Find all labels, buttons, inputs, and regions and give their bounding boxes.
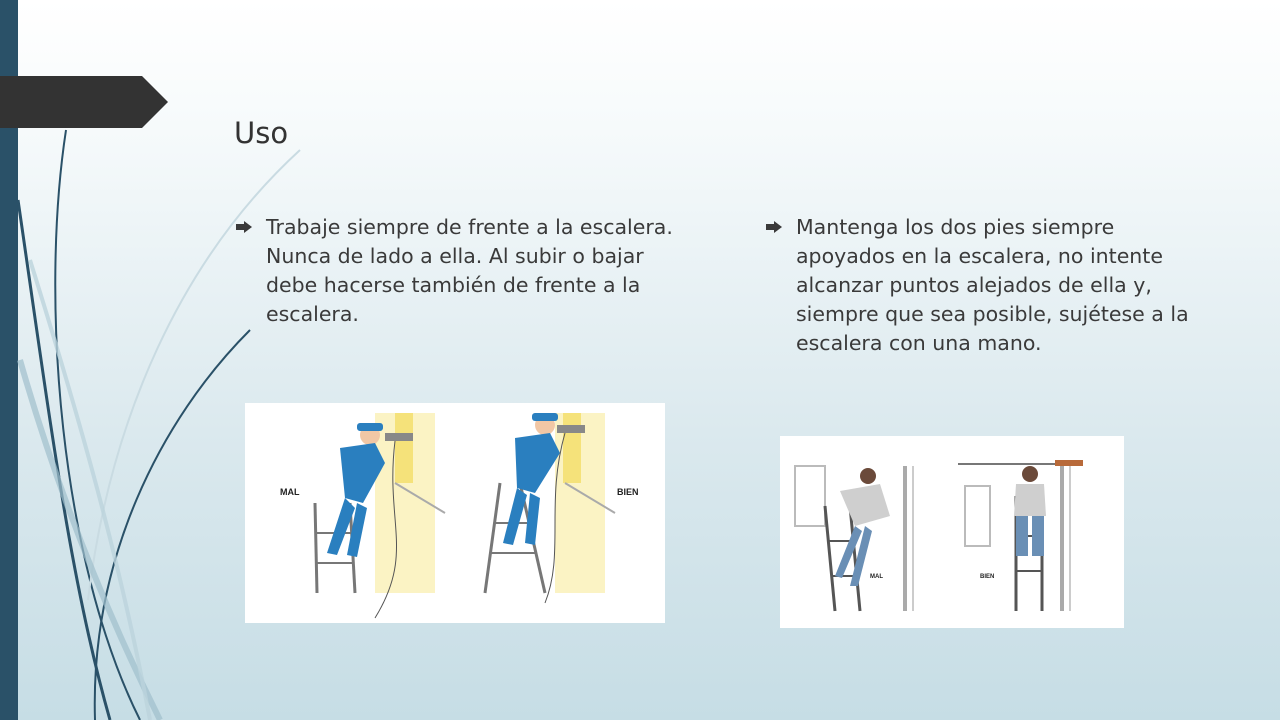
ladder-illustration-front xyxy=(245,403,665,623)
label-wrong: MAL xyxy=(280,487,300,497)
bullet-text: Trabaje siempre de frente a la escalera. Nunca de lado a ella. Al subir o bajar debe hacerse también de frente a la escalera. xyxy=(266,215,673,326)
label-wrong-2: MAL xyxy=(870,574,883,580)
bullet-text: Mantenga los dos pies siempre apoyados en la escalera, no intente alcanzar puntos alejados de ella y, siempre que sea posible, sujétese a la escalera con una mano. xyxy=(796,215,1189,355)
label-right-2: BIEN xyxy=(980,574,995,580)
arrow-right-icon xyxy=(766,213,784,358)
page-title: Uso xyxy=(234,116,289,150)
bullet-item xyxy=(766,213,1196,358)
bullet-item xyxy=(236,213,686,329)
label-right: BIEN xyxy=(617,487,639,497)
ladder-illustration-feet xyxy=(780,436,1124,628)
title-tab xyxy=(0,76,168,128)
arrow-right-icon xyxy=(236,213,254,329)
